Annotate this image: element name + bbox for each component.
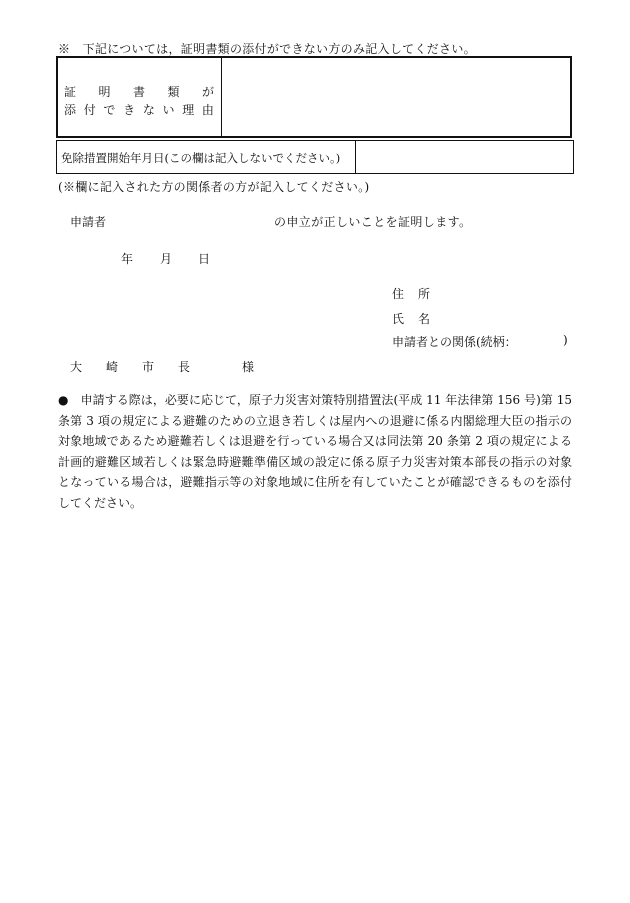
- reason-table: [56, 56, 572, 138]
- label-char: 付: [83, 103, 96, 117]
- label-char: 証: [64, 85, 77, 99]
- exemption-table: [56, 140, 574, 174]
- date-month: 月: [160, 252, 173, 266]
- label-char: 長: [177, 360, 190, 374]
- label-char: 書: [132, 85, 145, 99]
- label-char: 所: [417, 287, 430, 301]
- label-char: い: [162, 103, 175, 117]
- bullet-icon: ●: [58, 393, 69, 407]
- applicant-name-field[interactable]: [115, 208, 270, 230]
- label-char: 由: [201, 103, 214, 117]
- exemption-label: 免除措置開始年月日(この欄は記入しないでください。): [61, 151, 341, 165]
- label-char: 添: [64, 103, 77, 117]
- label-char: 氏: [392, 312, 405, 326]
- date-year: 年: [121, 252, 134, 266]
- label-char: 類: [167, 85, 180, 99]
- exemption-date-field[interactable]: [356, 141, 573, 173]
- top-note: ※ 下記については，証明書類の添付ができない方のみ記入してください。: [58, 42, 476, 56]
- applicant-label: 申請者: [70, 215, 107, 229]
- label-char: き: [123, 103, 136, 117]
- relation-field[interactable]: [524, 330, 560, 350]
- reason-label-line1: [64, 83, 214, 100]
- label-char: 市: [141, 360, 154, 374]
- sub-note: (※欄に記入された方の関係者の方が記入してください。): [58, 180, 370, 194]
- label-char: な: [142, 103, 155, 117]
- label-char: が: [201, 85, 214, 99]
- reason-label-line2: [64, 101, 214, 118]
- honorific: 様: [242, 360, 255, 374]
- relation-close: ): [563, 333, 568, 347]
- certify-text: の申立が正しいことを証明します。: [274, 215, 472, 229]
- label-char: 住: [392, 287, 405, 301]
- date-day: 日: [198, 252, 211, 266]
- label-char: 大: [70, 360, 83, 374]
- addressee: [70, 358, 190, 375]
- label-char: 名: [417, 312, 430, 326]
- label-char: で: [103, 103, 116, 117]
- instruction-paragraph: [58, 390, 572, 514]
- name-label: [392, 310, 430, 327]
- relation-label: 申請者との関係(続柄：: [392, 335, 517, 349]
- reason-input-field[interactable]: [222, 58, 570, 136]
- label-char: 理: [182, 103, 195, 117]
- label-char: 崎: [105, 360, 118, 374]
- address-label: [392, 285, 430, 302]
- label-char: 明: [98, 85, 111, 99]
- instruction-text: 申請する際は，必要に応じて，原子力災害対策特別措置法(平成 11 年法律第 156 号)第 15 条第 3 項の規定による避難のための立退き若しくは屋内への退避に係る内閣総理大臣の指示の対象地域であるため避難若しくは退避を行っている場合又は同法第 20 条第 2 項の規定による計画的避難区域若しくは緊急時避難準備区域の設定に係る原子力災害対策本部長の指示の対象となっている場合は，避難指示等の対象地域に住所を有していたことが確認できるものを添付してください。: [58, 393, 572, 510]
